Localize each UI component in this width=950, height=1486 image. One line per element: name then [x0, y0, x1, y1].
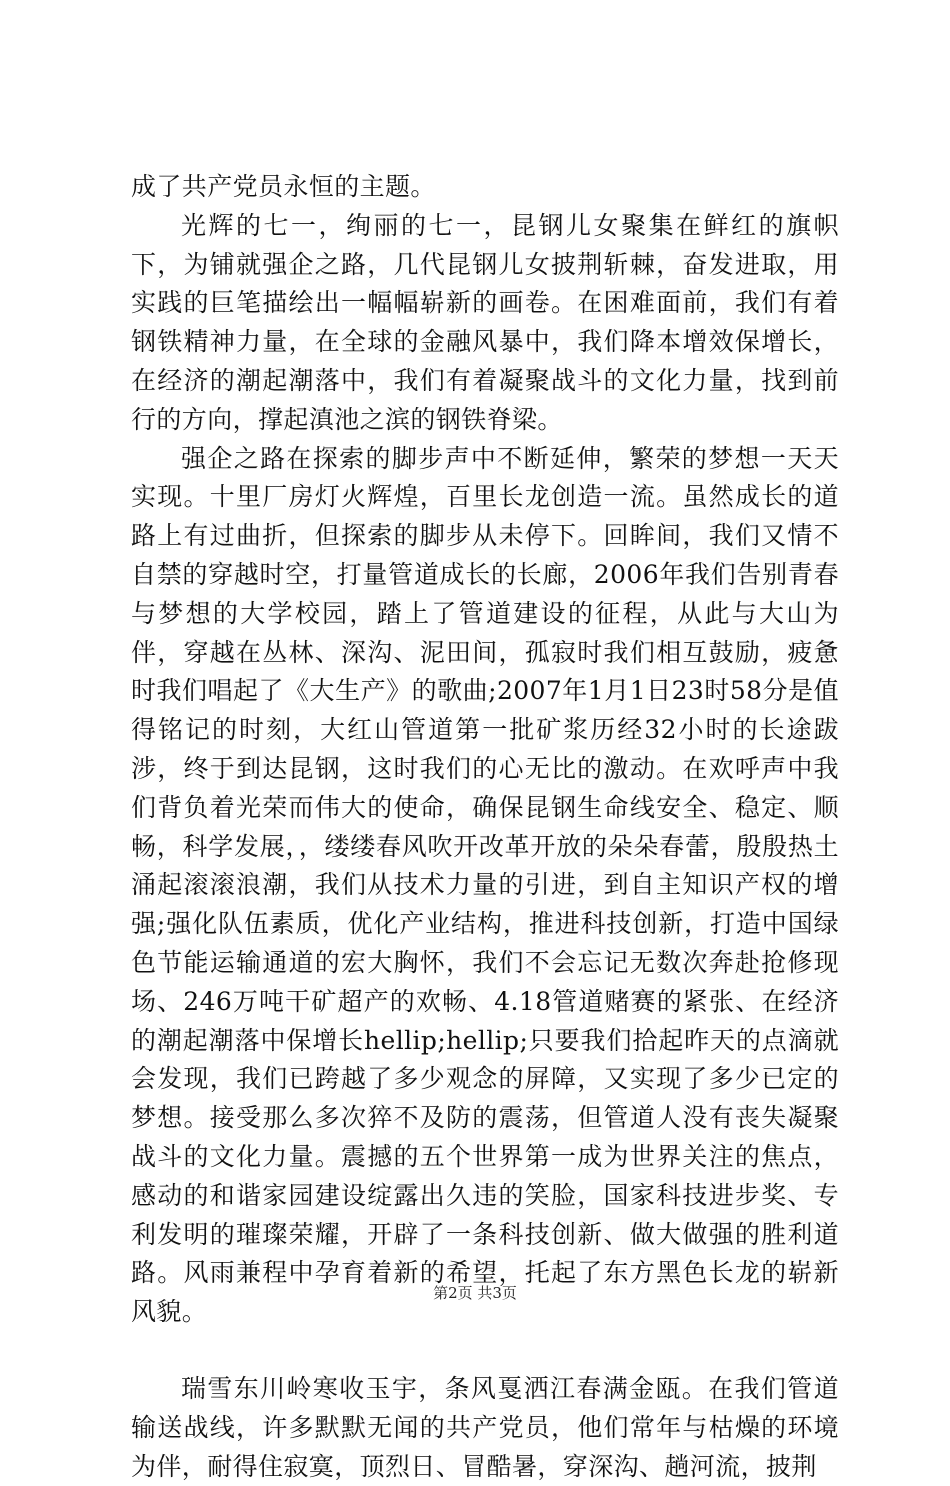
paragraph-continuation: 成了共产党员永恒的主题。 — [131, 172, 436, 201]
paragraph-qiyi: 光辉的七一，绚丽的七一，昆钢儿女聚集在鲜红的旗帜下，为铺就强企之路，几代昆钢儿女披荆斩棘，奋发进取，用实践的巨笔描绘出一幅幅崭新的画卷。在困难面前，我们有着钢铁精神力量，在全球的金融风暴中，我们降本增效保增长，在经济的潮起潮落中，我们有着凝聚战斗的文化力量，找到前行的方向，撑起滇池之滨的钢铁脊梁。 — [131, 210, 839, 434]
paragraph-pipeline-members: 瑞雪东川岭寒收玉宇，条风戛洒江春满金瓯。在我们管道输送战线，许多默默无闻的共产党员，他们常年与枯燥的环境为伴，耐得住寂寞，顶烈日、冒酷暑，穿深沟、趟河流，披荆 — [131, 1373, 839, 1481]
paragraph-strong-enterprise: 强企之路在探索的脚步声中不断延伸，繁荣的梦想一天天实现。十里厂房灯火辉煌，百里长龙创造一流。虽然成长的道路上有过曲折，但探索的脚步从未停下。回眸间，我们又情不自禁的穿越时空，打量管道成长的长廊，2006年我们告别青春与梦想的大学校园，踏上了管道建设的征程，从此与大山为伴，穿越在丛林、深沟、泥田间，孤寂时我们相互鼓励，疲惫时我们唱起了《大生产》的歌曲;2007年1月1日23时58分是值得铭记的时刻，大红山管道第一批矿浆历经32小时的长途跋涉，终于到达昆钢，这时我们的心无比的激动。在欢呼声中我们背负着光荣而伟大的使命，确保昆钢生命线安全、稳定、顺畅，科学发展，，缕缕春风吹开改革开放的朵朵春蕾，殷殷热土涌起滚滚浪潮，我们从技术力量的引进，到自主知识产权的增强;强化队伍素质，优化产业结构，推进科技创新，打造中国绿色节能运输通道的宏大胸怀，我们不会忘记无数次奔赴抢修现场、246万吨干矿超产的欢畅、4.18管道赌赛的紧张、在经济的潮起潮落中保增长hellip;hellip;只要我们拾起昨天的点滴就会发现，我们已跨越了多少观念的屏障，又实现了多少已定的梦想。接受那么多次猝不及防的震荡，但管道人没有丧失凝聚战斗的文化力量。震撼的五个世界第一成为世界关注的焦点，感动的和谐家园建设绽露出久违的笑脸，国家科技进步奖、专利发明的璀璨荣耀，开辟了一条科技创新、做大做强的胜利道路。风雨兼程中孕育着新的希望，托起了东方黑色长龙的崭新风貌。 — [131, 443, 839, 1327]
page-number-footer: 第2页 共3页 — [433, 1284, 517, 1302]
